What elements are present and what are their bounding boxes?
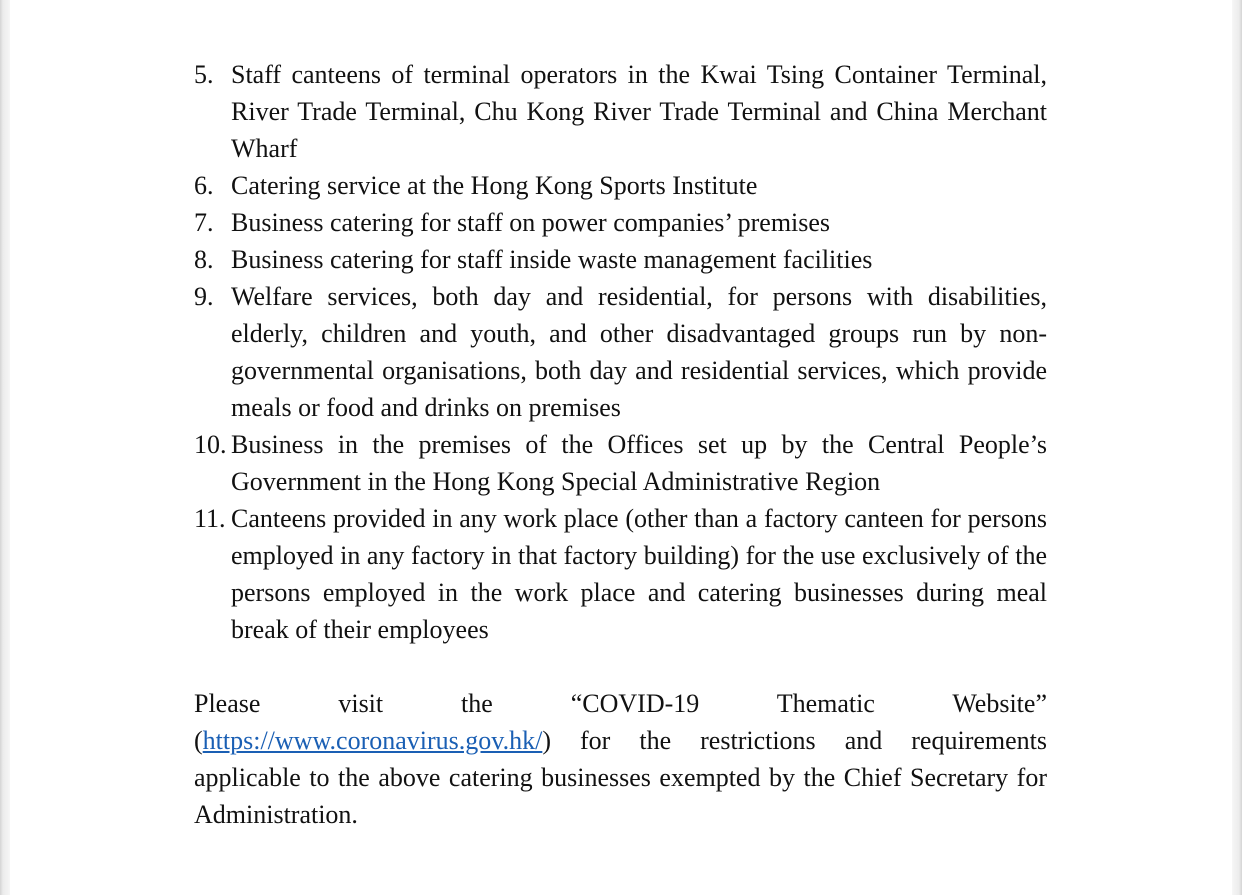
list-item-number: 7. <box>194 208 214 237</box>
closing-paragraph <box>194 685 1047 833</box>
list-item-number: 6. <box>194 171 214 200</box>
list-item-text: Welfare services, both day and residential, for persons with disabilities, elderly, children and youth, and other disadvantaged groups run by non-governmental organisations, both day and residential services, which provide meals or food and drinks on premises <box>231 282 1047 422</box>
list-item-text: Canteens provided in any work place (other than a factory canteen for persons employed in any factory in that factory building) for the use exclusively of the persons employed in the work place and catering businesses during meal break of their employees <box>231 504 1047 644</box>
list-item <box>194 278 1047 426</box>
list-item <box>194 241 1047 278</box>
list-item-number: 8. <box>194 245 214 274</box>
list-item-number: 10. <box>194 430 227 459</box>
closing-text-before-link: Please visit the “COVID-19 Thematic Website” ( <box>194 689 1047 755</box>
list-item-number: 11. <box>194 504 226 533</box>
list-item-text: Business catering for staff on power companies’ premises <box>231 208 831 237</box>
document-page <box>10 0 1232 895</box>
list-item-text: Business in the premises of the Offices set up by the Central People’s Government in the Hong Kong Special Administrative Region <box>231 430 1047 496</box>
page-content <box>194 56 1047 859</box>
list-item-number: 5. <box>194 60 214 89</box>
list-item <box>194 500 1047 648</box>
list-item-number: 9. <box>194 282 214 311</box>
list-item-text: Staff canteens of terminal operators in the Kwai Tsing Container Terminal, River Trade Terminal, Chu Kong River Trade Terminal and China Merchant Wharf <box>231 60 1047 163</box>
coronavirus-website-link[interactable]: https://www.coronavirus.gov.hk/ <box>202 726 543 755</box>
list-item <box>194 204 1047 241</box>
closing-text-after-link: ) for the restrictions and requirements applicable to the above catering businesses exempted by the Chief Secretary for Administration. <box>194 726 1047 829</box>
list-item <box>194 56 1047 167</box>
list-item-text: Business catering for staff inside waste management facilities <box>231 245 873 274</box>
exempted-businesses-list <box>194 56 1047 648</box>
list-item-text: Catering service at the Hong Kong Sports Institute <box>231 171 758 200</box>
list-item <box>194 167 1047 204</box>
list-item <box>194 426 1047 500</box>
